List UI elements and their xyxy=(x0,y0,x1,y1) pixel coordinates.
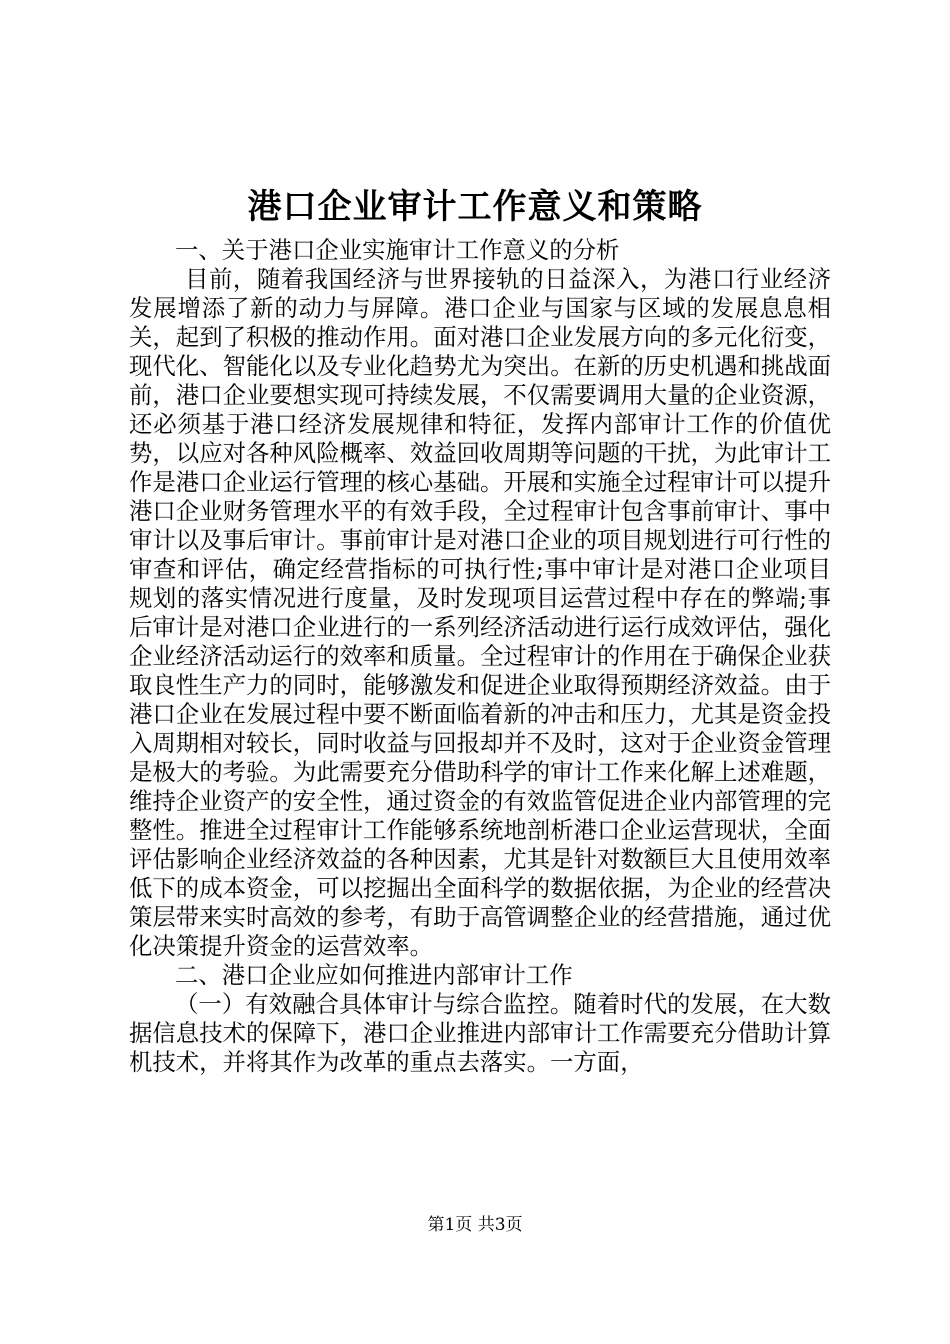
paragraph-2: （一）有效融合具体审计与综合监控。随着时代的发展，在大数据信息技术的保障下，港口企业推进内部审计工作需要充分借助计算机技术，并将其作为改革的重点去落实。一方面， xyxy=(129,990,831,1076)
section-heading-1: 一、关于港口企业实施审计工作意义的分析 xyxy=(175,236,620,264)
document-title: 港口企业审计工作意义和策略 xyxy=(247,187,703,227)
page-footer: 第1页 共3页 xyxy=(427,1215,523,1235)
document-body xyxy=(129,236,831,1077)
section-heading-2: 二、港口企业应如何推进内部审计工作 xyxy=(175,961,573,989)
paragraph-1: 目前，随着我国经济与世界接轨的日益深入，为港口行业经济发展增添了新的动力与屏障。港口企业与国家与区域的发展息息相关，起到了积极的推动作用。面对港口企业发展方向的多元化衍变，现代化、智能化以及专业化趋势尤为突出。在新的历史机遇和挑战面前，港口企业要想实现可持续发展，不仅需要调用大量的企业资源，还必须基于港口经济发展规律和特征，发挥内部审计工作的价值优势，以应对各种风险概率、效益回收周期等问题的干扰，为此审计工作是港口企业运行管理的核心基础。开展和实施全过程审计可以提升港口企业财务管理水平的有效手段，全过程审计包含事前审计、事中审计以及事后审计。事前审计是对港口企业的项目规划进行可行性的审查和评估，确定经营指标的可执行性;事中审计是对港口企业项目规划的落实情况进行度量，及时发现项目运营过程中存在的弊端;事后审计是对港口企业进行的一系列经济活动进行运行成效评估，强化企业经济活动运行的效率和质量。全过程审计的作用在于确保企业获取良性生产力的同时，能够激发和促进企业取得预期经济效益。由于港口企业在发展过程中要不断面临着新的冲击和压力，尤其是资金投入周期相对较长，同时收益与回报却并不及时，这对于企业资金管理是极大的考验。为此需要充分借助科学的审计工作来化解上述难题，维持企业资产的安全性，通过资金的有效监管促进企业内部管理的完整性。推进全过程审计工作能够系统地剖析港口企业运营现状，全面评估影响企业经济效益的各种因素，尤其是针对数额巨大且使用效率低下的成本资金，可以挖掘出全面科学的数据依据，为企业的经营决策层带来实时高效的参考，有助于高管调整企业的经营措施，通过优化决策提升资金的运营效率。 xyxy=(129,265,831,960)
